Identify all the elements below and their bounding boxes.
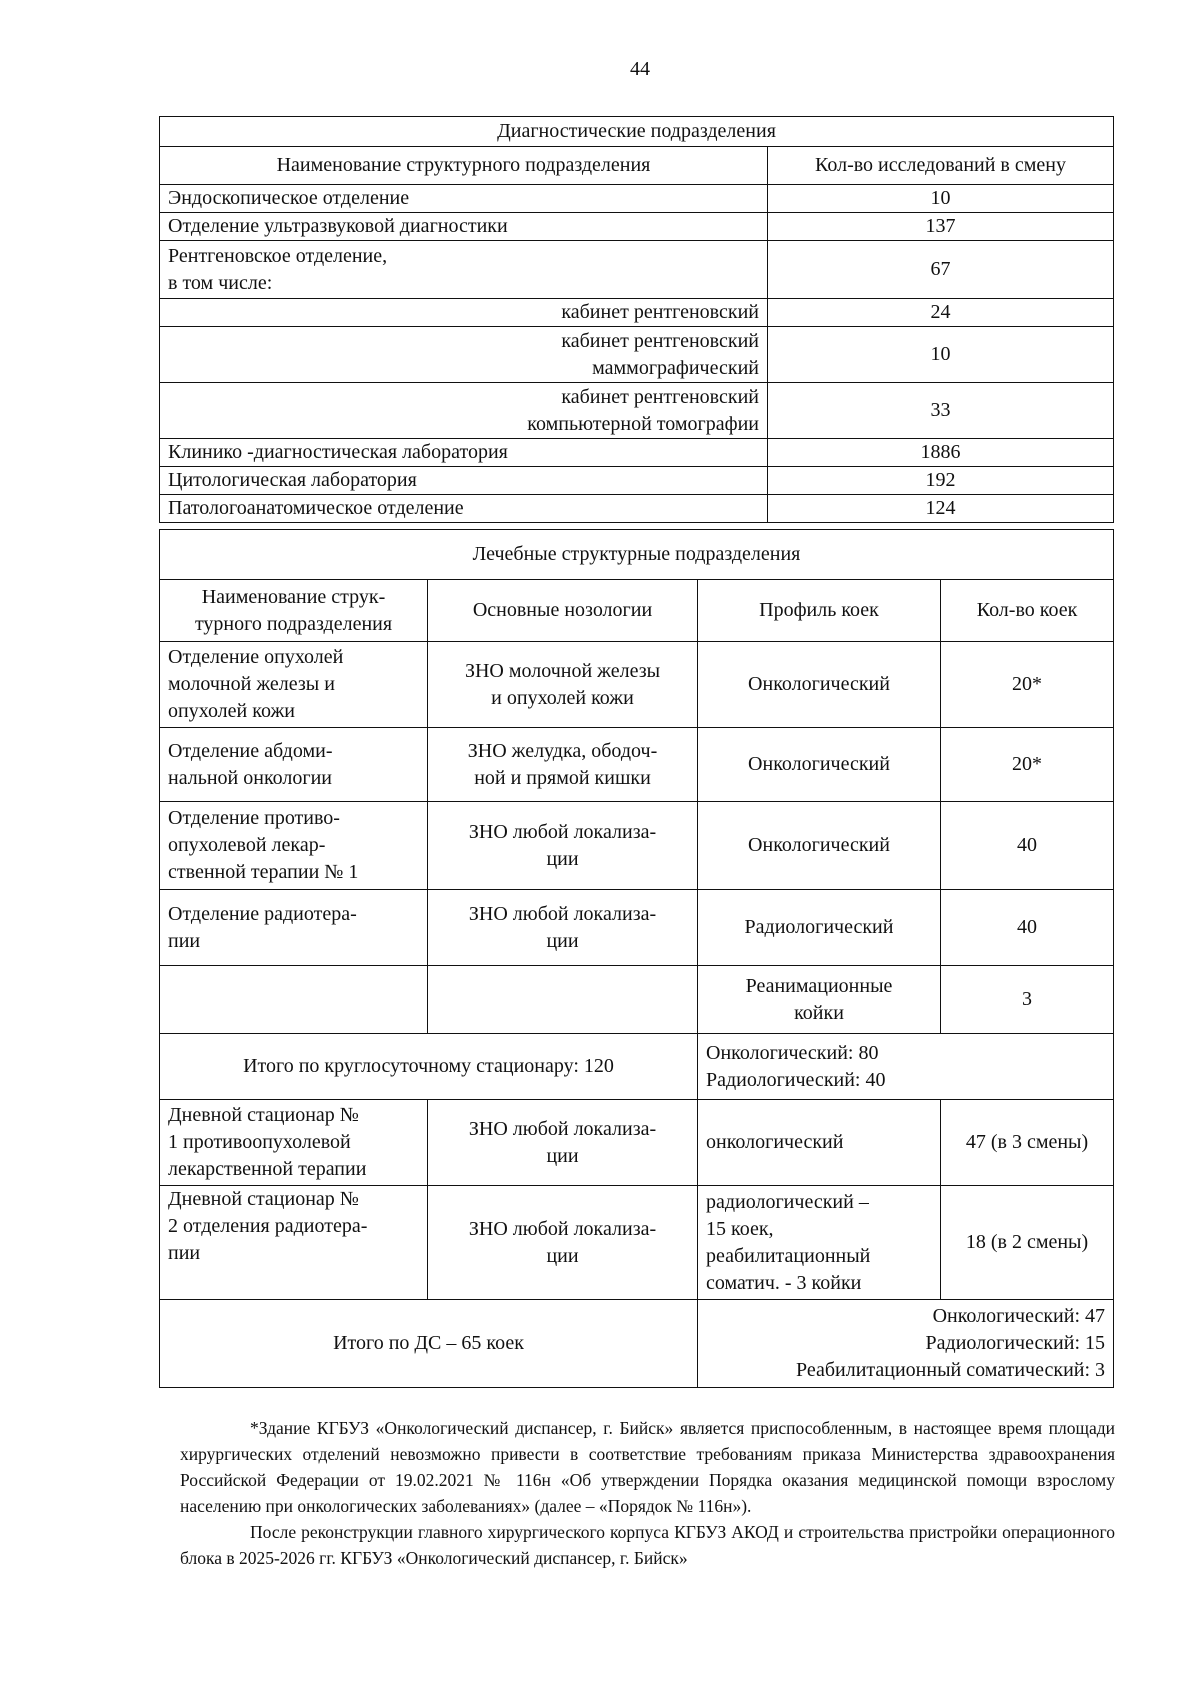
table-row — [160, 966, 1114, 1034]
row-name: Эндоскопическое отделение — [160, 185, 768, 213]
row-name — [160, 383, 768, 439]
table-row — [160, 495, 1114, 523]
total-round-clock: Итого по круглосуточному стационару: 120 — [160, 1034, 698, 1100]
footnote — [180, 1415, 1115, 1571]
row-profile: Онкологический — [698, 728, 941, 802]
row-value: 33 — [768, 383, 1114, 439]
row-value: 137 — [768, 213, 1114, 241]
row-name: Отделение абдоми- нальной онкологии — [160, 728, 428, 802]
col-header-beds: Кол-во коек — [941, 580, 1114, 642]
row-name: кабинет рентгеновский — [160, 299, 768, 327]
table-row — [160, 299, 1114, 327]
row-beds: 20* — [941, 642, 1114, 728]
row-name: Цитологическая лаборатория — [160, 467, 768, 495]
table-row — [160, 185, 1114, 213]
row-name: Отделение противо- опухолевой лекар- ственной терапии № 1 — [160, 802, 428, 890]
table-row — [160, 241, 1114, 299]
row-value: 67 — [768, 241, 1114, 299]
row-profile: Реанимационные койки — [698, 966, 941, 1034]
row-nosology: ЗНО любой локализа- ции — [428, 890, 698, 966]
row-name: Патологоанатомическое отделение — [160, 495, 768, 523]
table-row — [160, 1186, 1114, 1300]
row-beds: 20* — [941, 728, 1114, 802]
total-round-clock-detail: Онкологический: 80 Радиологический: 40 — [698, 1034, 1114, 1100]
row-nosology: ЗНО любой локализа- ции — [428, 1186, 698, 1300]
diagnostic-section-title: Диагностические подразделения — [160, 117, 1114, 147]
row-name-line-2: маммографический — [592, 356, 759, 379]
row-value: 24 — [768, 299, 1114, 327]
row-name: Отделение ультразвуковой диагностики — [160, 213, 768, 241]
table-row — [160, 327, 1114, 383]
table-row — [160, 213, 1114, 241]
row-name: Отделение опухолей молочной железы и опухолей кожи — [160, 642, 428, 728]
row-nosology: ЗНО любой локализа- ции — [428, 1100, 698, 1186]
total-round-clock-row — [160, 1034, 1114, 1100]
footnote-paragraph-2: После реконструкции главного хирургического корпуса КГБУЗ АКОД и строительства пристройки операционного блока в 2025-2026 гг. КГБУЗ «Онкологический диспансер, г. Бийск» — [180, 1522, 1115, 1568]
row-name: Клинико -диагностическая лаборатория — [160, 439, 768, 467]
row-beds: 40 — [941, 802, 1114, 890]
row-nosology: ЗНО молочной железы и опухолей кожи — [428, 642, 698, 728]
col-header-nosology: Основные нозологии — [428, 580, 698, 642]
total-day: Итого по ДС – 65 коек — [160, 1300, 698, 1388]
diagnostic-table — [159, 116, 1114, 523]
table-row — [160, 467, 1114, 495]
row-beds: 40 — [941, 890, 1114, 966]
row-nosology: ЗНО желудка, ободоч- ной и прямой кишки — [428, 728, 698, 802]
col-header-count: Кол-во исследований в смену — [768, 147, 1114, 185]
total-day-row — [160, 1300, 1114, 1388]
row-name-line-1: Рентгеновское отделение, — [168, 244, 388, 267]
treatment-title-row — [160, 530, 1114, 580]
row-name: Отделение радиотера- пии — [160, 890, 428, 966]
row-name: Дневной стационар № 1 противоопухолевой лекарственной терапии — [160, 1100, 428, 1186]
row-value: 192 — [768, 467, 1114, 495]
table-row — [160, 642, 1114, 728]
diagnostic-title-row — [160, 117, 1114, 147]
table-row — [160, 383, 1114, 439]
row-profile: онкологический — [698, 1100, 941, 1186]
row-name-line-1: кабинет рентгеновский — [561, 385, 759, 408]
row-value: 124 — [768, 495, 1114, 523]
diagnostic-header-row — [160, 147, 1114, 185]
row-nosology: ЗНО любой локализа- ции — [428, 802, 698, 890]
row-nosology-empty — [428, 966, 698, 1034]
row-name-empty — [160, 966, 428, 1034]
treatment-table — [159, 529, 1114, 1388]
table-row — [160, 802, 1114, 890]
row-profile: Онкологический — [698, 802, 941, 890]
table-row — [160, 439, 1114, 467]
row-name-line-2: в том числе: — [168, 271, 273, 294]
row-beds: 18 (в 2 смены) — [941, 1186, 1114, 1300]
row-name-line-1: кабинет рентгеновский — [561, 329, 759, 352]
treatment-section-title: Лечебные структурные подразделения — [160, 530, 1114, 580]
row-profile: радиологический – 15 коек, реабилитационный соматич. - 3 койки — [698, 1186, 941, 1300]
row-profile: Онкологический — [698, 642, 941, 728]
table-row — [160, 1100, 1114, 1186]
row-beds: 47 (в 3 смены) — [941, 1100, 1114, 1186]
table-row — [160, 890, 1114, 966]
row-value: 10 — [768, 185, 1114, 213]
row-name — [160, 327, 768, 383]
page-number: 44 — [630, 58, 650, 80]
table-row — [160, 728, 1114, 802]
col-header-profile: Профиль коек — [698, 580, 941, 642]
row-beds: 3 — [941, 966, 1114, 1034]
row-profile: Радиологический — [698, 890, 941, 966]
row-name — [160, 241, 768, 299]
col-header-name: Наименование струк- турного подразделения — [160, 580, 428, 642]
footnote-paragraph-1: *Здание КГБУЗ «Онкологический диспансер, г. Бийск» является приспособленным, в настоящее время площади хирургических отделений невозможно привести в соответствие требованиям приказа Министерства здравоохранения Российской Федерации от 19.02.2021 № 116н «Об утверждении Порядка оказания медицинской помощи взрослому населению при онкологических заболеваниях» (далее – «Порядок № 116н»). — [180, 1418, 1115, 1516]
treatment-header-row — [160, 580, 1114, 642]
total-day-detail: Онкологический: 47 Радиологический: 15 Реабилитационный соматический: 3 — [698, 1300, 1114, 1388]
row-value: 10 — [768, 327, 1114, 383]
row-value: 1886 — [768, 439, 1114, 467]
row-name: Дневной стационар № 2 отделения радиотера- пии — [160, 1186, 428, 1300]
col-header-name: Наименование структурного подразделения — [160, 147, 768, 185]
row-name-line-2: компьютерной томографии — [527, 412, 759, 435]
